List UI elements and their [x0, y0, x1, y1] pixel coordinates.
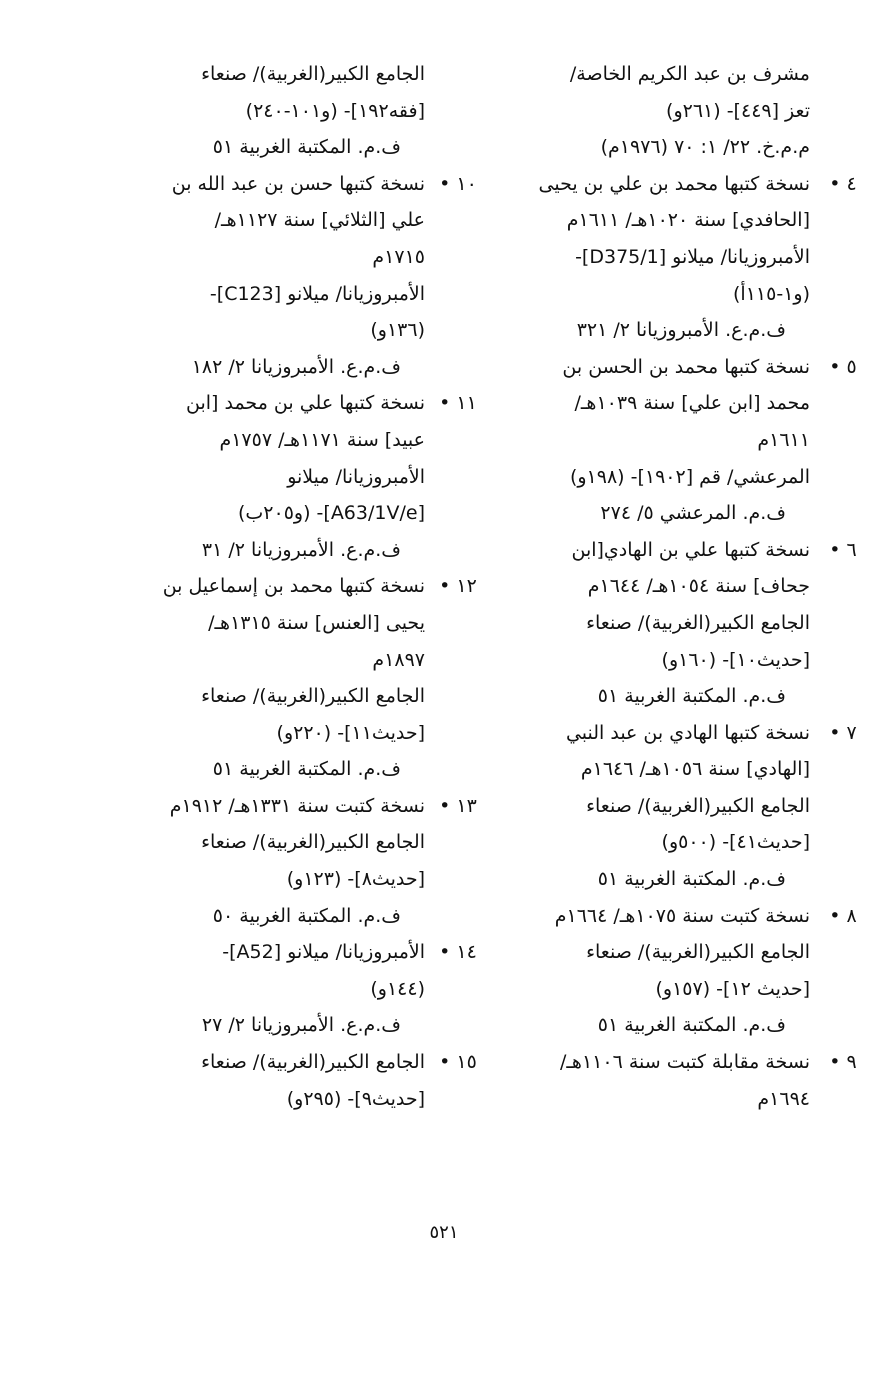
- entry-number: ١٤ •: [439, 941, 477, 964]
- catalog-reference: ف.م. المكتبة الغربية ٥١: [212, 758, 401, 781]
- entry-line: (١٤٤و): [370, 977, 425, 1000]
- entry-line: [حديث٩]- (٢٩٥و): [286, 1087, 425, 1110]
- manuscript-entry: [80, 788, 477, 934]
- entry-line: نسخة كتبها علي بن الهادي[ابن: [571, 538, 810, 561]
- entry-line: [فقه١٩٢]- (و١٠١-٢٤٠): [245, 99, 425, 122]
- manuscript-entry: [80, 1044, 477, 1117]
- entry-line: نسخة كتبت سنة ١٠٧٥هـ/ ١٦٦٤م: [554, 904, 810, 927]
- catalog-reference: ف.م. المرعشي ٥/ ٢٧٤: [600, 502, 786, 525]
- entry-line: مشرف بن عبد الكريم الخاصة/: [569, 63, 810, 85]
- catalog-reference: ف.م.ع. الأمبروزيانا ٢/ ٢٧: [201, 1014, 401, 1037]
- entry-line: علي [الثلائي] سنة ١١٢٧هـ/: [214, 209, 425, 232]
- catalog-reference: ف.م.ع. الأمبروزيانا ٢/ ٣١: [201, 538, 401, 561]
- manuscript-entry: [470, 349, 857, 532]
- page-number: ٥٢١: [429, 1222, 459, 1243]
- entry-line: [الهادي] سنة ١٠٥٦هـ/ ١٦٤٦م: [580, 758, 810, 781]
- entry-line: الجامع الكبير(الغربية)/ صنعاء: [201, 685, 425, 708]
- entry-line: جحاف] سنة ١٠٥٤هـ/ ١٦٤٤م: [587, 575, 810, 598]
- entry-line: نسخة كتبها الهادي بن عبد النبي: [565, 721, 810, 744]
- entry-number: ٩ •: [829, 1051, 857, 1074]
- manuscript-entry: [470, 166, 857, 349]
- entry-line: الجامع الكبير(الغربية)/ صنعاء: [586, 941, 810, 964]
- entry-number: ٨ •: [829, 904, 857, 927]
- entry-number: ١٠ •: [439, 172, 477, 195]
- entry-line: [حديث٨]- (١٢٣و): [286, 868, 425, 891]
- entry-line: الأمبروزيانا/ ميلانو: [287, 465, 425, 488]
- entry-line: [A63/1V/e]- (و٢٠٥ب): [237, 502, 425, 525]
- entry-line: (و١-١١٥أ): [733, 282, 810, 305]
- entry-line: الجامع الكبير(الغربية)/ صنعاء: [586, 794, 810, 817]
- manuscript-entry: [80, 934, 477, 1044]
- entry-line: م.م.خ. ٢٢/ ١: ٧٠ (١٩٧٦م): [600, 136, 810, 159]
- entry-line: نسخة كتبها محمد بن علي بن يحيى: [538, 172, 810, 195]
- entry-number: ١٥ •: [439, 1051, 477, 1074]
- entry-line: الجامع الكبير(الغربية)/ صنعاء: [201, 63, 425, 85]
- entry-line: تعز [٤٤٩]- (٢٦١و): [666, 99, 810, 122]
- entry-line: ١٦١١م: [757, 428, 810, 451]
- entry-line: نسخة كتبها علي بن محمد [ابن: [185, 392, 425, 415]
- entry-line: ١٦٩٤م: [757, 1087, 810, 1110]
- manuscript-entry: [80, 568, 477, 788]
- entry-line: الجامع الكبير(الغربية)/ صنعاء: [201, 831, 425, 854]
- catalog-reference: ف.م. المكتبة الغربية ٥١: [597, 868, 786, 891]
- entry-number: ٥ •: [829, 355, 857, 378]
- entry-line: الأمبروزيانا/ ميلانو [C123]-: [209, 282, 425, 305]
- entry-number: ١٢ •: [439, 575, 477, 598]
- entry-line: نسخة كتبت سنة ١٣٣١هـ/ ١٩١٢م: [169, 794, 425, 817]
- catalog-reference: ف.م. المكتبة الغربية ٥١: [597, 1014, 786, 1037]
- entry-number: ٦ •: [829, 538, 857, 561]
- manuscript-entry: [80, 385, 477, 568]
- catalog-reference: ف.م. المكتبة الغربية ٥١: [212, 136, 401, 159]
- manuscript-entry: [470, 898, 857, 1044]
- entry-line: عبيد] سنة ١١٧١هـ/ ١٧٥٧م: [219, 428, 425, 451]
- entry-number: ٤ •: [829, 172, 857, 195]
- manuscript-entry: [470, 1044, 857, 1117]
- manuscript-entry: [470, 715, 857, 898]
- entry-number: ٧ •: [829, 721, 857, 744]
- entry-line: الجامع الكبير(الغربية)/ صنعاء: [201, 1051, 425, 1074]
- catalog-reference: ف.م. المكتبة الغربية ٥١: [597, 685, 786, 708]
- entry-line: الأمبروزيانا/ ميلانو [D375/1]-: [575, 245, 810, 268]
- manuscript-entry: [80, 56, 425, 166]
- entry-number: ١٣ •: [439, 794, 477, 817]
- entry-number: ١١ •: [439, 392, 477, 415]
- entry-line: [حديث ١٢]- (١٥٧و): [655, 977, 810, 1000]
- entry-line: نسخة كتبها محمد بن الحسن بن: [562, 355, 810, 378]
- catalog-reference: ف.م.ع. الأمبروزيانا ٢/ ٣٢١: [576, 319, 786, 342]
- manuscript-entry: [470, 532, 857, 715]
- entry-line: ١٨٩٧م: [372, 648, 425, 671]
- entry-line: الأمبروزيانا/ ميلانو [A52]-: [222, 941, 425, 964]
- left-column: [80, 56, 477, 1117]
- entry-line: محمد [ابن علي] سنة ١٠٣٩هـ/: [574, 392, 810, 415]
- entry-line: [حديث٤١]- (٥٠٠و): [661, 831, 810, 854]
- entry-line: [حديث١٠]- (١٦٠و): [661, 648, 810, 671]
- entry-line: الجامع الكبير(الغربية)/ صنعاء: [586, 611, 810, 634]
- entry-line: [الحافدي] سنة ١٠٢٠هـ/ ١٦١١م: [566, 209, 810, 232]
- entry-line: (١٣٦و): [370, 319, 425, 342]
- entry-line: نسخة كتبها محمد بن إسماعيل بن: [162, 575, 425, 598]
- entry-line: ١٧١٥م: [372, 245, 425, 268]
- entry-line: نسخة كتبها حسن بن عبد الله بن: [171, 172, 425, 195]
- manuscript-entry: [470, 56, 810, 166]
- manuscript-entry: [80, 166, 477, 386]
- entry-line: [حديث١١]- (٢٢٠و): [276, 721, 425, 744]
- right-column: [470, 56, 857, 1117]
- catalog-reference: ف.م. المكتبة الغربية ٥٠: [212, 904, 401, 927]
- entry-line: يحيى [العنس] سنة ١٣١٥هـ/: [208, 611, 425, 634]
- entry-line: المرعشي/ قم [١٩٠٢]- (١٩٨و): [569, 465, 810, 488]
- entry-line: نسخة مقابلة كتبت سنة ١١٠٦هـ/: [559, 1051, 810, 1074]
- catalog-reference: ف.م.ع. الأمبروزيانا ٢/ ١٨٢: [191, 355, 401, 378]
